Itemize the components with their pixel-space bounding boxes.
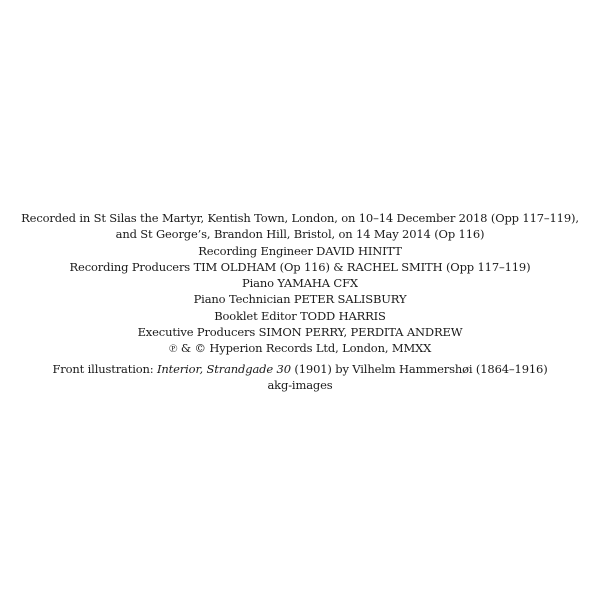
- copyright-notice: ℗ & © Hyperion Records Ltd, London, MMXX: [168, 341, 432, 356]
- recording-engineer: Recording Engineer DAVID HINITT: [198, 243, 402, 258]
- recording-producers: Recording Producers TIM OLDHAM (Op 116) & RACHEL SMITH (Opp 117–119): [69, 259, 531, 274]
- credits-block: [0, 210, 600, 393]
- illustration-suffix: (1901) by Vilhelm Hammershøi (1864–1916): [290, 361, 548, 376]
- illustration-title: Interior, Strandgade 30: [157, 361, 291, 376]
- recording-location-line-1: Recorded in St Silas the Martyr, Kentish Town, London, on 10–14 December 2018 (Opp 117–119),: [21, 211, 579, 225]
- piano-technician: Piano Technician PETER SALISBURY: [193, 292, 407, 307]
- image-agency-credit: akg-images: [267, 377, 333, 392]
- front-illustration-credit: [0, 361, 600, 377]
- illustration-prefix: Front illustration:: [52, 361, 158, 376]
- executive-producers: Executive Producers SIMON PERRY, PERDITA ANDREW: [137, 325, 463, 340]
- booklet-editor: Booklet Editor TODD HARRIS: [214, 308, 386, 323]
- piano: Piano YAMAHA CFX: [242, 276, 358, 291]
- recording-location-line-2: and St George’s, Brandon Hill, Bristol, on 14 May 2014 (Op 116): [115, 227, 485, 242]
